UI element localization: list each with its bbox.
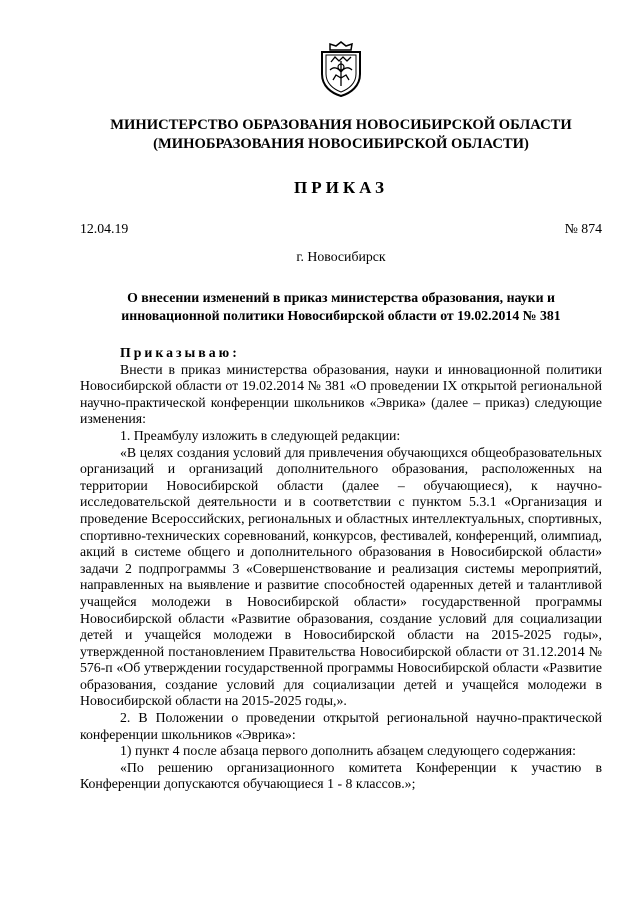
- order-lead: Приказываю:: [120, 345, 240, 360]
- paragraph-preamble: «В целях создания условий для привлечения обучающихся общеобразовательных организаций и организаций дополнительного образования, расположенных на территории Новосибирской области (далее – обучающиеся), к научно-исследовательской деятельности и в соответствии с пунктом 5.3.1 «Организация и проведение Всероссийских, региональных и областных интеллектуальных, спортивных, спортивно-технических соревнований, конкурсов, фестивалей, конференций, олимпиад, акций в системе общего и дополнительного образования в Новосибирской области» задачи 2 подпрограммы 3 «Совершенствование и реализация системы мероприятий, направленных на выявление и развитие способностей одаренных детей и талантливой учащейся молодежи в Новосибирской области» государственной программы Новосибирской области «Развитие образования, создание условий для социализации детей и учащейся молодежи в Новосибирской области на 2015-2025 годы», утвержденной постановлением Правительства Новосибирской области от 31.12.2014 № 576-п «Об утверждении государственной программы Новосибирской области «Развитие образования, создание условий для социализации детей и учащейся молодежи в Новосибирской области на 2015-2025 годы,».: [80, 444, 602, 709]
- order-meta: [80, 220, 602, 237]
- paragraph-item-1: 1. Преамбулу изложить в следующей редакции:: [120, 427, 401, 443]
- subject-line-2: инновационной политики Новосибирской области от 19.02.2014 № 381: [121, 308, 561, 323]
- paragraph-subitem-1: 1) пункт 4 после абзаца первого дополнить абзацем следующего содержания:: [120, 743, 576, 759]
- order-number: № 874: [564, 221, 602, 236]
- order-body: [80, 345, 602, 793]
- order-city: г. Новосибирск: [296, 249, 386, 264]
- paragraph-quote: «По решению организационного комитета Конференции к участию в Конференции допускаются обучающиеся 1 - 8 классов.»;: [80, 759, 602, 792]
- paragraph-item-2: 2. В Положении о проведении открытой региональной научно-практической конференции школьников «Эврика»:: [80, 710, 602, 742]
- document-type: ПРИКАЗ: [294, 178, 388, 197]
- order-subject: [80, 289, 602, 325]
- subject-line-1: О внесении изменений в приказ министерства образования, науки и: [127, 290, 555, 305]
- paragraph-intro: Внести в приказ министерства образования, науки и инновационной политики Новосибирской области от 19.02.2014 № 381 «О проведении IX открытой региональной научно-практической конференции школьников «Эврика» (далее – приказ) следующие изменения:: [80, 361, 602, 427]
- ministry-line-1: МИНИСТЕРСТВО ОБРАЗОВАНИЯ НОВОСИБИРСКОЙ ОБЛАСТИ: [110, 117, 572, 133]
- coat-of-arms-icon: [316, 40, 366, 98]
- ministry-line-2: (МИНОБРАЗОВАНИЯ НОВОСИБИРСКОЙ ОБЛАСТИ): [153, 136, 529, 152]
- ministry-name: [80, 116, 602, 154]
- order-date: 12.04.19: [80, 221, 129, 236]
